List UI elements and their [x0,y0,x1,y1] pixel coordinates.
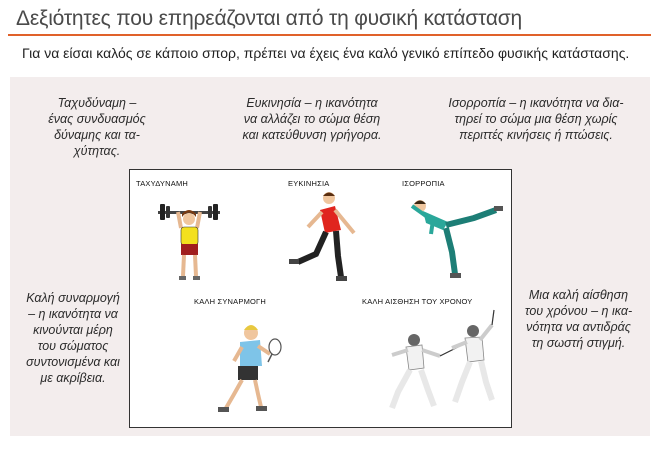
label-coordination: ΚΑΛΗ ΣΥΝΑΡΜΟΓΗ [194,297,267,306]
title-underline [8,34,651,36]
caption-balance: Ισορροπία – η ικανότητα να δια- τηρεί το σώμα μια θέση χωρίς περιττές κινήσεις ή πτώσεις. [448,96,624,142]
tennis-player-illustration [218,325,281,412]
caption-coordination: Καλή συναρμογή – η ικανότητα να κινούνται μέρη του σώματος συντονισμένα και με ακρίβεια. [26,291,120,385]
caption-speed-power: Ταχυδύναμη – ένας συνδυασμός δύναμης και τα- χύτητας. [48,96,146,158]
caption-agility: Ευκινησία – η ικανότητα να αλλάζει το σώμα θέση και κατεύθυνση γρήγορα. [242,96,382,142]
skills-illustration [129,169,512,428]
weightlifter-illustration [158,204,220,280]
intro-text: Για να είσαι καλός σε κάποιο σπορ, πρέπει να έχεις ένα καλό γενικό επίπεδο φυσικής κατάστασης. [22,45,630,61]
label-balance: ΙΣΟΡΡΟΠΙΑ [402,179,445,188]
caption-timing: Μια καλή αίσθηση του χρόνου – η ικα- νότητα να αντιδράς τη σωστή στιγμή. [524,288,633,350]
label-timing: ΚΑΛΗ ΑΙΣΘΗΣΗ ΤΟΥ ΧΡΟΝΟΥ [362,297,473,306]
fencers-illustration [392,310,494,408]
agility-runner-illustration [289,192,354,281]
label-agility: ΕΥΚΙΝΗΣΙΑ [288,179,330,188]
page-title: Δεξιότητες που επηρεάζονται από τη φυσική κατάσταση [16,7,523,30]
balance-kick-illustration [412,200,503,278]
label-speed-power: ΤΑΧΥΔΥΝΑΜΗ [136,179,189,188]
